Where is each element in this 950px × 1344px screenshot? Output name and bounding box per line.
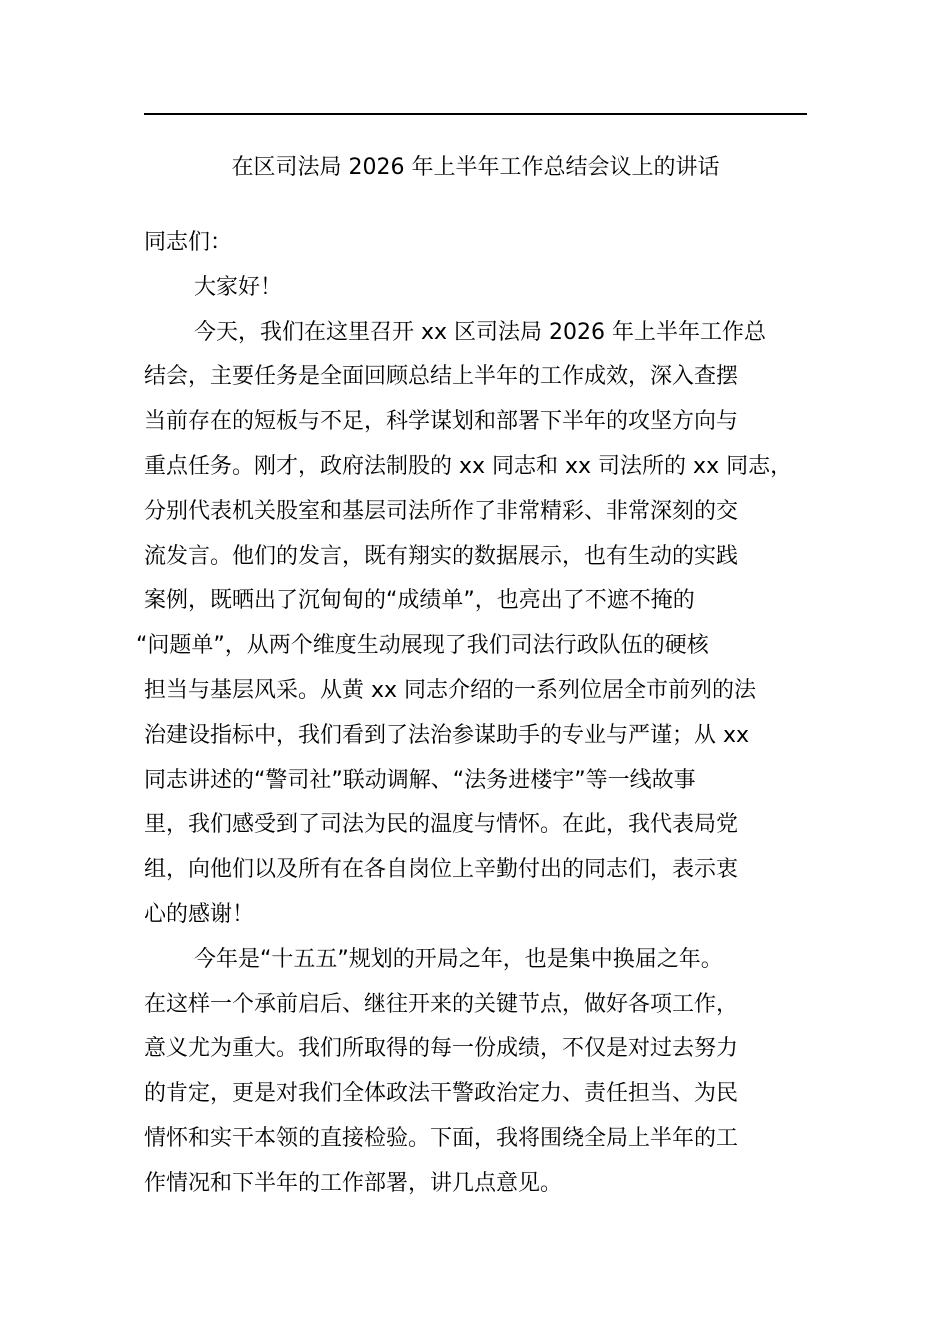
paragraph-context xyxy=(144,938,807,1207)
paragraph-line: 流发言。他们的发言，既有翔实的数据展示，也有生动的实践 xyxy=(144,543,739,569)
paragraph-line: 今年是“十五五”规划的开局之年，也是集中换届之年。 xyxy=(194,946,723,972)
paragraph-line: 组，向他们以及所有在各自岗位上辛勤付出的同志们，表示衷 xyxy=(144,857,739,883)
paragraph-line: 当前存在的短板与不足，科学谋划和部署下半年的攻坚方向与 xyxy=(144,409,739,435)
speech-title: 在区司法局 2026 年上半年工作总结会议上的讲话 xyxy=(231,155,720,180)
paragraph-line: 意义尤为重大。我们所取得的每一份成绩，不仅是对过去努力 xyxy=(144,1036,739,1062)
paragraph-line: 作情况和下半年的工作部署，讲几点意见。 xyxy=(144,1170,563,1196)
paragraph-line: 心的感谢！ xyxy=(144,901,255,927)
paragraph-line: 里，我们感受到了司法为民的温度与情怀。在此，我代表局党 xyxy=(144,812,739,838)
paragraph-line: 情怀和实干本领的直接检验。下面，我将围绕全局上半年的工 xyxy=(144,1125,739,1151)
greeting: 大家好！ xyxy=(194,274,283,300)
paragraph-line: 结会，主要任务是全面回顾总结上半年的工作成效，深入查摆 xyxy=(144,364,739,390)
header-rule xyxy=(144,113,807,115)
paragraph-line: 分别代表机关股室和基层司法所作了非常精彩、非常深刻的交 xyxy=(144,498,739,524)
paragraph-line: 今天，我们在这里召开 xx 区司法局 2026 年上半年工作总 xyxy=(194,319,767,345)
paragraph-line: 的肯定，更是对我们全体政法干警政治定力、责任担当、为民 xyxy=(144,1081,739,1107)
speech-body xyxy=(136,221,807,1207)
paragraph-line: 担当与基层风采。从黄 xx 同志介绍的一系列位居全市前列的法 xyxy=(144,677,757,703)
paragraph-line: 治建设指标中，我们看到了法治参谋助手的专业与严谨；从 xx xyxy=(144,722,750,748)
salutation: 同志们： xyxy=(144,230,233,255)
paragraph-line: 重点任务。刚才，政府法制股的 xx 同志和 xx 司法所的 xx 同志， xyxy=(144,453,793,479)
paragraph-line: 案例，既晒出了沉甸甸的“成绩单”，也亮出了不遮不掩的 xyxy=(144,588,695,614)
paragraph-line: 同志讲述的“警司社”联动调解、“法务进楼宇”等一线故事 xyxy=(144,767,696,793)
paragraph-opening xyxy=(136,311,807,938)
paragraph-line: “问题单”，从两个维度生动展现了我们司法行政队伍的硬核 xyxy=(136,633,709,659)
paragraph-line: 在这样一个承前启后、继往开来的关键节点，做好各项工作， xyxy=(144,991,739,1017)
